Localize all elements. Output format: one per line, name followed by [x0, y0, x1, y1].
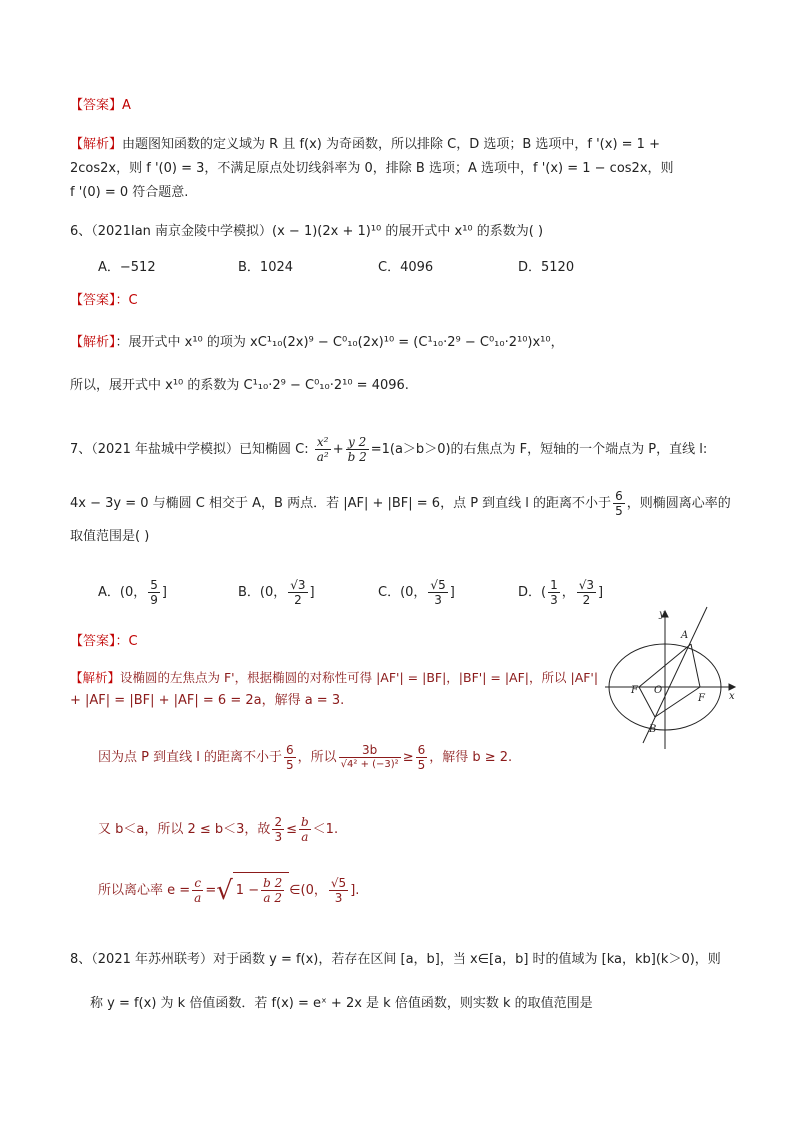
q6-analysis-line-1 [70, 333, 564, 353]
q7-l5-in: ∈(0， [289, 883, 327, 898]
q7-l3-frac2 [339, 743, 401, 772]
q6-analysis-text-1: ：展开式中 x¹⁰ 的项为 xC¹₁₀(2x)⁹ − C⁰₁₀(2x)¹⁰ = (C¹₁₀·2⁹ − C⁰₁₀·2¹⁰)x¹⁰， [115, 335, 564, 350]
q7-stem-pre: 7、（2021 年盐城中学模拟）已知椭圆 C: [70, 442, 309, 457]
q7-stem-l2-frac-num: 6 [615, 489, 623, 503]
q7-opt-a-post: ] [161, 585, 167, 600]
q7-opt-c-post: ] [449, 585, 455, 600]
q7-opt-a-den: 9 [150, 593, 158, 607]
q7-opt-b-post: ] [309, 585, 315, 600]
q7-l5-frac3 [329, 876, 348, 905]
q7-option-c [378, 578, 455, 607]
q7-stem-line-3: 取值范围是( ) [70, 529, 150, 544]
q6-answer [70, 291, 138, 311]
q7-l5-frac1 [192, 876, 203, 905]
q7-l5-radical: √ [216, 875, 233, 906]
q7-opt-c-pre: C．(0， [378, 585, 427, 600]
q7-stem-l2-post: ，则椭圆离心率的 [626, 496, 731, 511]
q7-opt-d-den2: 2 [582, 593, 591, 607]
q7-l3-f2-den: √4² + (−3)² [340, 759, 399, 770]
q7-analysis-line-3 [98, 738, 512, 778]
q7-analysis-line-5 [98, 866, 359, 916]
q6-analysis-line-2: 所以，展开式中 x¹⁰ 的系数为 C¹₁₀·2⁹ − C⁰₁₀·2¹⁰ = 4096. [70, 378, 409, 393]
q7-l3-pre: 因为点 P 到直线 l 的距离不小于 [98, 750, 282, 765]
q7-stem-frac2-den: b 2 [347, 450, 367, 464]
q7-l5-pre: 所以离心率 e = [98, 883, 191, 898]
q7-opt-b-num: √3 [290, 578, 306, 592]
q7-answer-label: 【答案】 [70, 634, 116, 649]
q7-l4-le: ≤ [286, 822, 297, 837]
ellipse-figure [605, 605, 740, 750]
q7-opt-c-frac [428, 578, 447, 607]
q7-answer-value: ：C [115, 634, 138, 649]
q7-stem-line-2 [70, 486, 731, 522]
q7-opt-d-pre: D．( [518, 585, 547, 600]
q5-analysis-text-1: 由题图知函数的定义域为 R 且 f(x) 为奇函数，所以排除 C，D 选项；B 选项中，f '(x) = 1 + [122, 137, 660, 152]
q7-stem-l2-fraction [613, 489, 625, 518]
q7-l5-f2-den: a 2 [263, 891, 282, 905]
q7-l3-f1-den: 5 [285, 758, 294, 772]
q7-l3-mid: ，所以 [297, 750, 337, 765]
q7-stem-post: =1(a＞b＞0)的右焦点为 F，短轴的一个端点为 P，直线 l: [370, 442, 708, 457]
q7-l5-eq: = [205, 883, 217, 898]
q7-stem-plus: + [332, 442, 344, 457]
q7-opt-d-num1: 1 [550, 578, 558, 592]
figure-x-arrow [729, 684, 735, 690]
q8-stem-line-2: 称 y = f(x) 为 k 倍值函数．若 f(x) = eˣ + 2x 是 k 倍值函数，则实数 k 的取值范围是 [90, 996, 593, 1011]
q7-l3-frac1 [284, 743, 296, 772]
q6-option-b: B．1024 [238, 260, 294, 275]
q7-opt-d-num2: √3 [578, 578, 595, 592]
q7-l4-post: ＜1. [312, 822, 339, 837]
q7-l5-radicand [233, 872, 289, 909]
q7-stem-fraction-y [346, 435, 369, 464]
q7-opt-b-frac [288, 578, 307, 607]
q6-analysis-label: 【解析】 [70, 335, 116, 350]
q7-l3-ge: ≥ [402, 750, 414, 765]
q5-answer-label: 【答案】 [70, 98, 123, 113]
q7-analysis-text-1: 设椭圆的左焦点为 F'，根据椭圆的对称性可得 |AF'| = |BF|，|BF'| = |AF|，所以 |AF'| [120, 670, 599, 685]
figure-label-f-right: F [698, 693, 705, 704]
figure-label-y: y [659, 609, 665, 620]
q7-opt-b-den: 2 [294, 593, 302, 607]
q7-l3-f1-num: 6 [285, 743, 294, 757]
q7-l5-f2-num: b 2 [263, 876, 283, 890]
q7-opt-d-post: ] [598, 585, 604, 600]
figure-label-b: B [649, 724, 657, 735]
q7-option-a [98, 578, 167, 607]
q7-l4-frac2 [299, 815, 311, 844]
q7-option-b [238, 578, 315, 607]
q7-l5-f3-num: √5 [330, 876, 347, 890]
q7-stem-frac1-den: a² [316, 450, 329, 464]
q7-l3-f2-num: 3b [339, 743, 401, 758]
q7-analysis-label: 【解析】 [70, 670, 121, 685]
q7-opt-a-num: 5 [150, 578, 158, 592]
q7-opt-c-den: 3 [434, 593, 442, 607]
q7-stem-fraction-x [315, 435, 331, 464]
figure-segment-f1b [639, 687, 655, 717]
q7-l5-sqrt-pre: 1 − [235, 883, 260, 898]
q6-option-c: C．4096 [378, 260, 434, 275]
q5-analysis-line-3: f '(0) = 0 符合题意. [70, 185, 189, 200]
q6-stem: 6、（2021Ian 南京金陵中学模拟）(x − 1)(2x + 1)¹⁰ 的展开式中 x¹⁰ 的系数为( ) [70, 224, 544, 239]
q7-opt-d-frac1 [548, 578, 560, 607]
q7-stem-frac1-num: x² [315, 435, 331, 450]
q5-answer [70, 96, 131, 116]
q7-stem-l2-pre: 4x − 3y = 0 与椭圆 C 相交于 A，B 两点．若 |AF| + |BF| = 6，点 P 到直线 l 的距离不小于 [70, 496, 612, 511]
q7-l4-frac1 [272, 815, 284, 844]
q7-opt-a-pre: A．(0， [98, 585, 147, 600]
q7-l3-f3-den: 5 [417, 758, 426, 772]
q5-analysis-line-1 [70, 135, 660, 155]
q5-analysis-label: 【解析】 [70, 137, 123, 152]
q7-l5-f1-num: c [192, 876, 203, 891]
q7-l4-f2-den: a [301, 830, 309, 844]
q7-l3-f3-num: 6 [417, 743, 426, 757]
figure-label-x: x [729, 691, 735, 702]
q6-answer-label: 【答案】 [70, 293, 116, 308]
q7-opt-b-pre: B．(0， [238, 585, 287, 600]
q7-l4-pre: 又 b＜a，所以 2 ≤ b＜3，故 [98, 822, 271, 837]
q7-opt-d-mid: ， [561, 585, 575, 600]
q6-option-d: D．5120 [518, 260, 575, 275]
q7-l3-post: ，解得 b ≥ 2. [429, 750, 513, 765]
figure-label-f-left: F [631, 685, 638, 696]
q7-stem-frac2-num: y 2 [346, 435, 369, 450]
q7-l5-post: ]. [350, 883, 360, 898]
q8-stem-line-1: 8、（2021 年苏州联考）对于函数 y = f(x)，若存在区间 [a，b]，当 x∈[a，b] 时的值域为 [ka，kb](k＞0)，则 [70, 952, 721, 967]
q7-opt-c-num: √5 [430, 578, 446, 592]
q7-l3-frac3 [416, 743, 428, 772]
q7-l4-f2-num: b [300, 815, 309, 829]
q7-l5-frac2 [261, 876, 284, 905]
q7-answer [70, 632, 138, 652]
q7-analysis-line-2: + |AF| = |BF| + |AF| = 6 = 2a，解得 a = 3. [70, 693, 345, 708]
q7-l5-f1-den: a [194, 891, 202, 905]
q7-opt-a-frac [148, 578, 160, 607]
q7-analysis-line-4 [98, 810, 338, 850]
q7-l4-f1-den: 3 [274, 830, 283, 844]
figure-label-o: O [654, 685, 663, 696]
q7-analysis-line-1 [70, 668, 598, 688]
q5-analysis-line-2: 2cos2x，则 f '(0) = 3，不满足原点处切线斜率为 0，排除 B 选项；A 选项中，f '(x) = 1 − cos2x，则 [70, 161, 674, 176]
q7-option-d [518, 578, 603, 607]
q6-option-a: A．−512 [98, 260, 156, 275]
figure-label-a: A [681, 630, 689, 641]
q7-opt-d-den1: 3 [550, 593, 558, 607]
q7-l4-f1-num: 2 [274, 815, 283, 829]
q7-l5-f3-den: 3 [334, 891, 343, 905]
q6-answer-value: ：C [115, 293, 138, 308]
q5-answer-value: A [122, 98, 131, 113]
q7-stem-l2-frac-den: 5 [615, 504, 623, 518]
q7-opt-d-frac2 [577, 578, 596, 607]
q7-stem-line-1 [70, 432, 707, 468]
